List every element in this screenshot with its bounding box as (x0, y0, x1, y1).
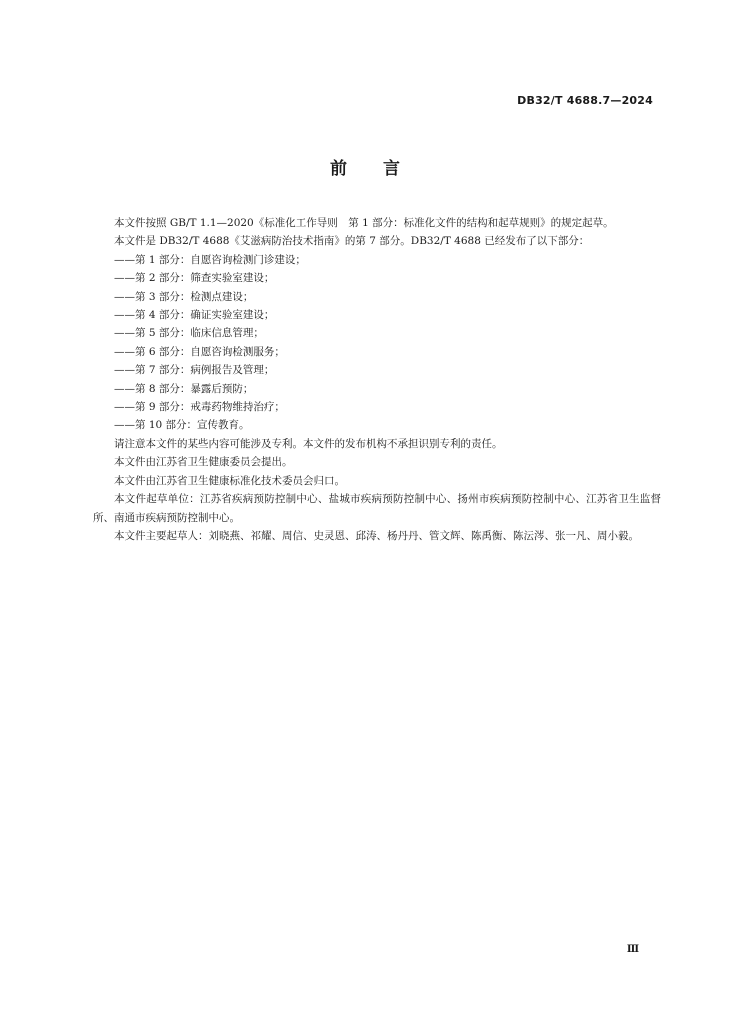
list-item: ——第 7 部分：病例报告及管理； (114, 364, 275, 377)
list-item: ——第 1 部分：自愿咨询检测门诊建设； (114, 253, 306, 266)
list-item: ——第 2 部分：筛查实验室建设； (114, 272, 275, 285)
paragraph-drafters: 本文件主要起草人：刘晓燕、祁耀、周信、史灵恩、邱涛、杨丹丹、管文辉、陈禹衡、陈沄涔、张一凡、周小毅。 (114, 529, 639, 542)
paragraph-drafting-rules: 本文件按照 GB/T 1.1—2020《标准化工作导则 第 1 部分：标准化文件的结构和起草规则》的规定起草。 (114, 217, 614, 229)
list-item: ——第 9 部分：戒毒药物维持治疗； (114, 401, 285, 414)
list-item: ——第 4 部分：确证实验室建设； (114, 309, 275, 322)
paragraph-proposer: 本文件由江苏省卫生健康委员会提出。 (114, 456, 293, 469)
page-title: 前言 (330, 159, 436, 179)
list-item: ——第 10 部分：宣传教育。 (114, 419, 250, 432)
document-code: DB32/T 4688.7—2024 (517, 94, 653, 107)
paragraph-parts-intro: 本文件是 DB32/T 4688《艾滋病防治技术指南》的第 7 部分。DB32/T 4688 已经发布了以下部分： (114, 235, 590, 248)
paragraph-patent-notice: 请注意本文件的某些内容可能涉及专利。本文件的发布机构不承担识别专利的责任。 (114, 437, 503, 450)
list-item: ——第 5 部分：临床信息管理； (114, 327, 264, 340)
list-item: ——第 8 部分：暴露后预防； (114, 382, 254, 395)
paragraph-centralized-unit: 本文件由江苏省卫生健康标准化技术委员会归口。 (114, 474, 345, 487)
list-item: ——第 3 部分：检测点建设； (114, 290, 254, 303)
page-number: Ⅲ (626, 944, 639, 955)
foreword-body (93, 214, 661, 545)
list-item: ——第 6 部分：自愿咨询检测服务； (114, 345, 285, 358)
paragraph-drafting-units: 本文件起草单位：江苏省疾病预防控制中心、盐城市疾病预防控制中心、扬州市疾病预防控制中心、江苏省卫生监督所、南通市疾病预防控制中心。 (93, 493, 661, 524)
